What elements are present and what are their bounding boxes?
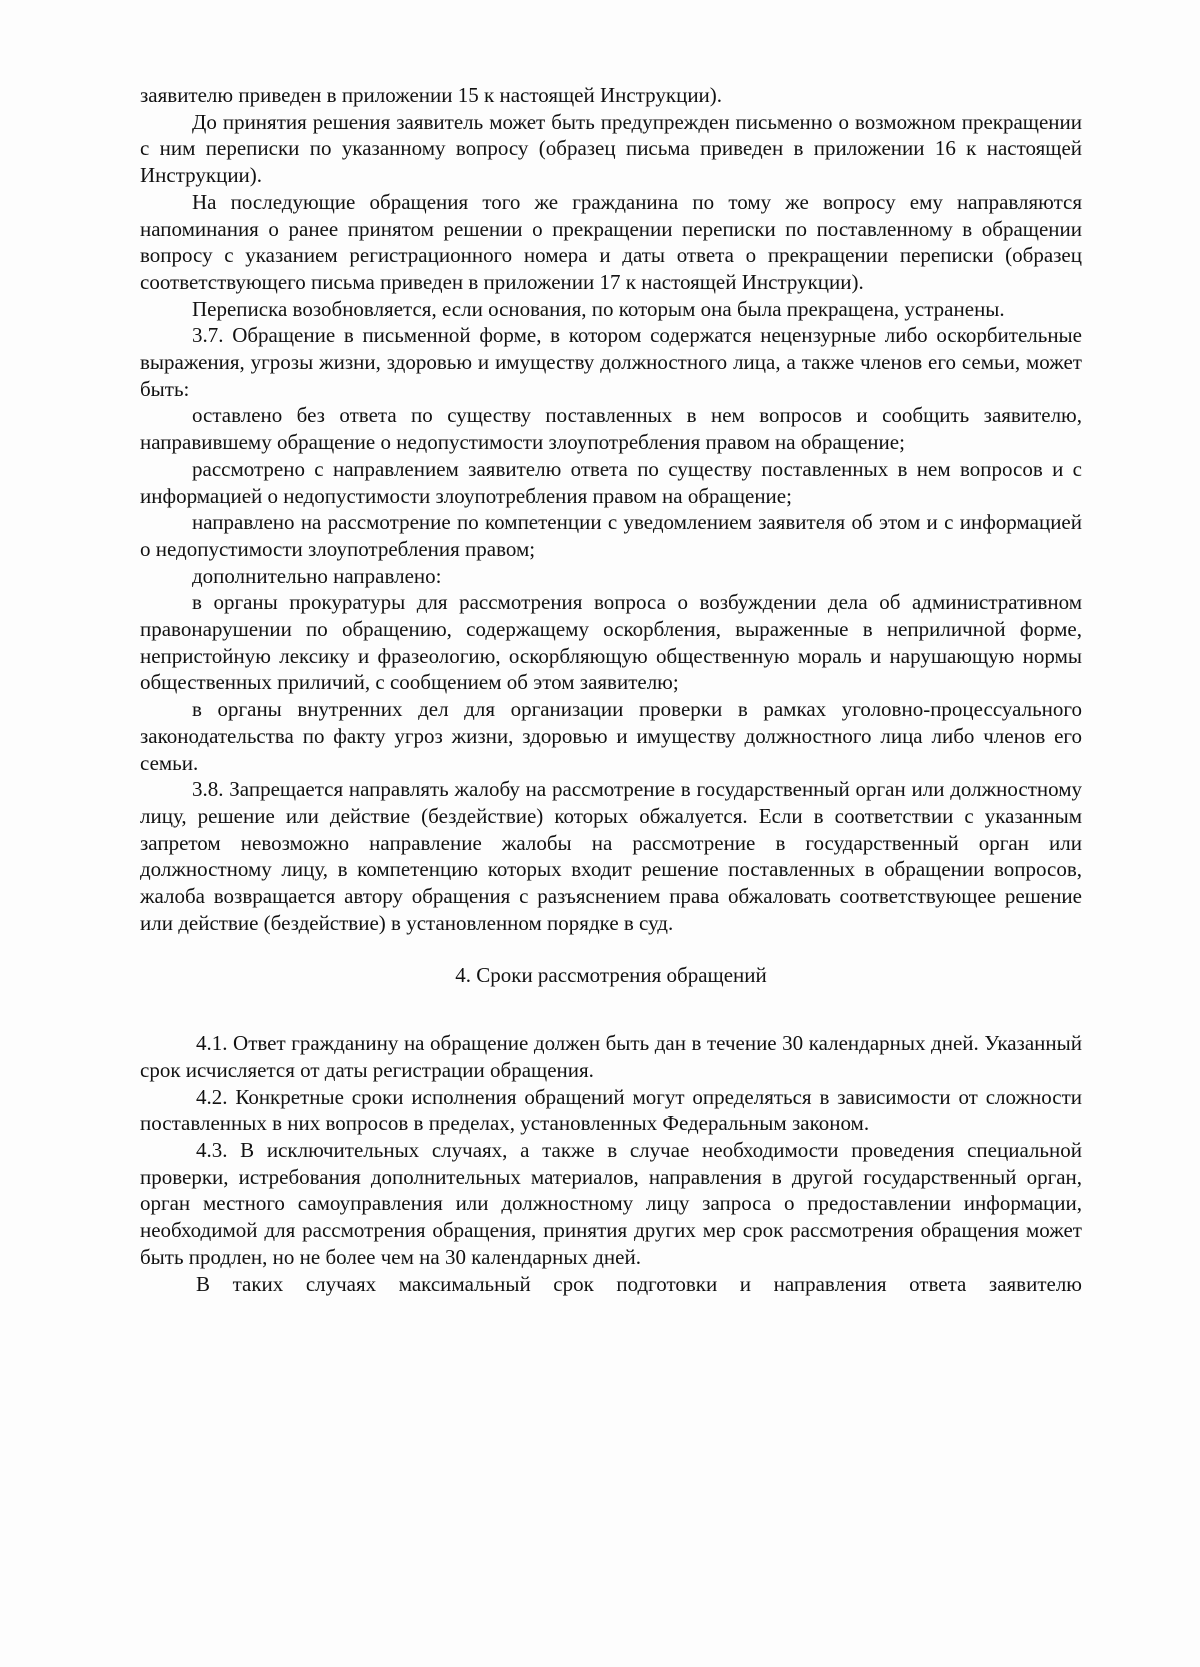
- paragraph-3-7: 3.7. Обращение в письменной форме, в котором содержатся нецензурные либо оскорбительные выражения, угрозы жизни, здоровью и имуществу должностного лица, а также членов его семьи, может быть:: [140, 323, 1082, 401]
- paragraph-1: До принятия решения заявитель может быть предупрежден письменно о возможном прекращении с ним переписки по указанному вопросу (образец письма приведен в приложении 16 к настоящей Инструкции).: [140, 109, 1082, 188]
- paragraph-0: заявителю приведен в приложении 15 к настоящей Инструкции).: [140, 83, 723, 107]
- paragraph-list-item-2: рассмотрено с направлением заявителю ответа по существу поставленных в нем вопросов и с информацией о недопустимости злоупотребления правом на обращение;: [140, 456, 1082, 508]
- paragraph-3: Переписка возобновляется, если основания, по которым она была прекращена, устранены.: [192, 296, 1005, 321]
- paragraph-2: На последующие обращения того же гражданина по тому же вопросу ему направляются напоминания о ранее принятом решении о прекращении переписки по поставленному в обращении вопросу с указанием регистрационного номера и даты ответа о прекращении переписки (образец соответствующего письма приведен в приложении 17 к настоящей Инструкции).: [140, 189, 1082, 294]
- paragraph-list-item-1: оставлено без ответа по существу поставленных в нем вопросов и сообщить заявителю, направившему обращение о недопустимости злоупотребления правом на обращение;: [140, 403, 1082, 455]
- paragraph-4-2: 4.2. Конкретные сроки исполнения обращений могут определяться в зависимости от сложности поставленных в них вопросов в пределах, установленных Федеральным законом.: [140, 1084, 1082, 1136]
- paragraph-list-item-3: направлено на рассмотрение по компетенции с уведомлением заявителя об этом и с информацией о недопустимости злоупотребления правом;: [140, 510, 1082, 561]
- paragraph-4-1: 4.1. Ответ гражданину на обращение должен быть дан в течение 30 календарных дней. Указанный срок исчисляется от даты регистрации обращения.: [140, 1031, 1082, 1082]
- paragraph-3-8: 3.8. Запрещается направлять жалобу на рассмотрение в государственный орган или должностному лицу, решение или действие (бездействие) которых обжалуется. Если в соответствии с указанным запретом невозможно направление жалобы на рассмотрение в государственный орган или должностному лицу, в компетенцию которых входит решение поставленных в обращении вопросов, жалоба возвращается автору обращения с разъяснением права обжаловать соответствующее решение или действие (бездействие) в установленном порядке в суд.: [140, 777, 1082, 935]
- paragraph-internal-affairs: в органы внутренних дел для организации проверки в рамках уголовно-процессуального законодательства по факту угроз жизни, здоровью и имуществу должностного лица либо членов его семьи.: [140, 697, 1082, 775]
- paragraph-list-item-4: дополнительно направлено:: [192, 563, 442, 588]
- section-heading: 4. Сроки рассмотрения обращений: [455, 962, 767, 987]
- paragraph-last: В таких случаях максимальный срок подготовки и направления ответа заявителю: [196, 1271, 1082, 1296]
- paragraph-prosecutor: в органы прокуратуры для рассмотрения вопроса о возбуждении дела об административном правонарушении по обращению, содержащему оскорбления, выраженные в неприличной форме, непристойную лексику и фразеологию, оскорбляющую общественную мораль и нарушающую нормы общественных приличий, с сообщением об этом заявителю;: [140, 590, 1082, 695]
- paragraph-4-3: 4.3. В исключительных случаях, а также в случае необходимости проведения специальной проверки, истребования дополнительных материалов, направления в другой государственный орган, орган местного самоуправления или должностному лицу запроса о предоставлении информации, необходимой для рассмотрения обращения, принятия других мер срок рассмотрения обращения может быть продлен, но не более чем на 30 календарных дней.: [140, 1138, 1082, 1269]
